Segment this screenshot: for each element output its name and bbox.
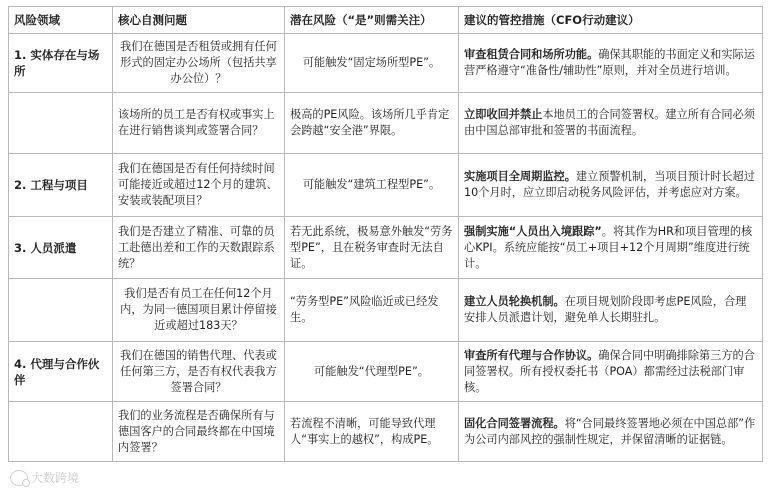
risk-cell: 可能触发“建筑工程型PE”。 bbox=[285, 154, 459, 217]
action-text: 在项目规划阶段即考虑PE风险，合理安排人员派遣计划，避免单人长期驻扎。 bbox=[464, 295, 747, 324]
action-cell bbox=[459, 154, 763, 217]
action-emphasis: 实施项目全周期监控。 bbox=[464, 170, 576, 183]
question-cell: 该场所的员工是否有权或事实上在进行销售谈判或签署合同？ bbox=[113, 93, 285, 154]
header-question: 核心自测问题 bbox=[113, 7, 285, 34]
question-cell: 我们在德国是否有任何持续时间可能接近或超过12个月的建筑、安装或装配项目？ bbox=[113, 154, 285, 217]
area-cell: 4. 代理与合作伙伴 bbox=[9, 342, 113, 402]
question-cell: 我们是否有员工在任何12个月内，为同一德国项目累计停留接近或超过183天？ bbox=[113, 279, 285, 342]
action-emphasis: 审查所有代理与合作协议。 bbox=[464, 348, 599, 362]
action-text: 。将其作为HR和项目管理的核心KPI。系统应能按“员工+项目+12个月周期”维度进行统计。 bbox=[464, 224, 753, 270]
risk-cell: 可能触发“代理型PE”。 bbox=[285, 342, 459, 402]
action-emphasis: 审查租赁合同和场所功能。 bbox=[464, 48, 599, 61]
watermark-text: 大数跨境 bbox=[31, 471, 80, 485]
action-emphasis: 固化合同签署流程。 bbox=[464, 416, 565, 430]
action-cell bbox=[459, 342, 763, 402]
action-text: 确保合同中明确排除第三方的合同签署权。所有授权委托书（POA）都需经过法税部门审核。 bbox=[464, 348, 755, 394]
risk-cell: 极高的PE风险。该场所几乎肯定会跨越“安全港”界限。 bbox=[285, 93, 459, 154]
action-emphasis: 强制实施“人员出入境跟踪” bbox=[464, 224, 602, 238]
action-cell bbox=[459, 402, 763, 462]
table-row bbox=[9, 342, 763, 402]
action-text: 确保其职能的书面定义和实际运营严格遵守“准备性/辅助性”原则，并对全员进行培训。 bbox=[464, 48, 755, 77]
table-row bbox=[9, 154, 763, 217]
action-cell bbox=[459, 93, 763, 154]
table-row bbox=[9, 402, 763, 462]
action-text: 建立预警机制，当项目预计时长超过10个月时，应立即启动税务风险评估，并考虑应对方案。 bbox=[464, 170, 755, 199]
action-cell bbox=[459, 217, 763, 279]
action-cell bbox=[459, 279, 763, 342]
header-area: 风险领域 bbox=[9, 7, 113, 34]
table-row bbox=[9, 279, 763, 342]
table-row bbox=[9, 93, 763, 154]
action-text: 将“合同最终签署地必须在中国总部”作为公司内部风控的强制性规定，并保留清晰的证据链。 bbox=[464, 416, 756, 446]
area-cell: 1. 实体存在与场所 bbox=[9, 34, 113, 93]
table-row bbox=[9, 217, 763, 279]
table-row bbox=[9, 34, 763, 93]
risk-cell: 若流程不清晰，可能导致代理人“事实上的越权”，构成PE。 bbox=[285, 402, 459, 462]
question-cell: 我们在德国的销售代理、代表或任何第三方，是否有权代表我方签署合同？ bbox=[113, 342, 285, 402]
action-text: 本地员工的合同签署权。建立所有合同必须由中国总部审批和签署的书面流程。 bbox=[464, 108, 755, 137]
area-cell bbox=[9, 402, 113, 462]
question-cell: 我们在德国是否租赁或拥有任何形式的固定办公场所（包括共享办公位）？ bbox=[113, 34, 285, 93]
question-cell: 我们是否建立了精准、可靠的员工赴德出差和工作的天数跟踪系统？ bbox=[113, 217, 285, 279]
risk-control-table bbox=[8, 6, 763, 462]
area-cell: 2. 工程与项目 bbox=[9, 154, 113, 217]
action-cell bbox=[459, 34, 763, 93]
watermark bbox=[10, 469, 79, 486]
action-emphasis: 立即收回并禁止 bbox=[464, 108, 543, 121]
area-cell bbox=[9, 279, 113, 342]
area-cell: 3. 人员派遣 bbox=[9, 217, 113, 279]
area-cell bbox=[9, 93, 113, 154]
watermark-logo-icon bbox=[10, 470, 28, 486]
header-action: 建议的管控措施（CFO行动建议） bbox=[459, 7, 763, 34]
risk-cell: 可能触发“固定场所型PE”。 bbox=[285, 34, 459, 93]
risk-cell: 若无此系统，极易意外触发“劳务型PE”，且在税务审查时无法自证。 bbox=[285, 217, 459, 279]
action-emphasis: 建立人员轮换机制。 bbox=[464, 295, 565, 308]
question-cell: 我们的业务流程是否确保所有与德国客户的合同最终都在中国境内签署？ bbox=[113, 402, 285, 462]
risk-cell: “劳务型PE”风险临近或已经发生。 bbox=[285, 279, 459, 342]
header-risk: 潜在风险（“是”则需关注） bbox=[285, 7, 459, 34]
header-row bbox=[9, 7, 763, 34]
